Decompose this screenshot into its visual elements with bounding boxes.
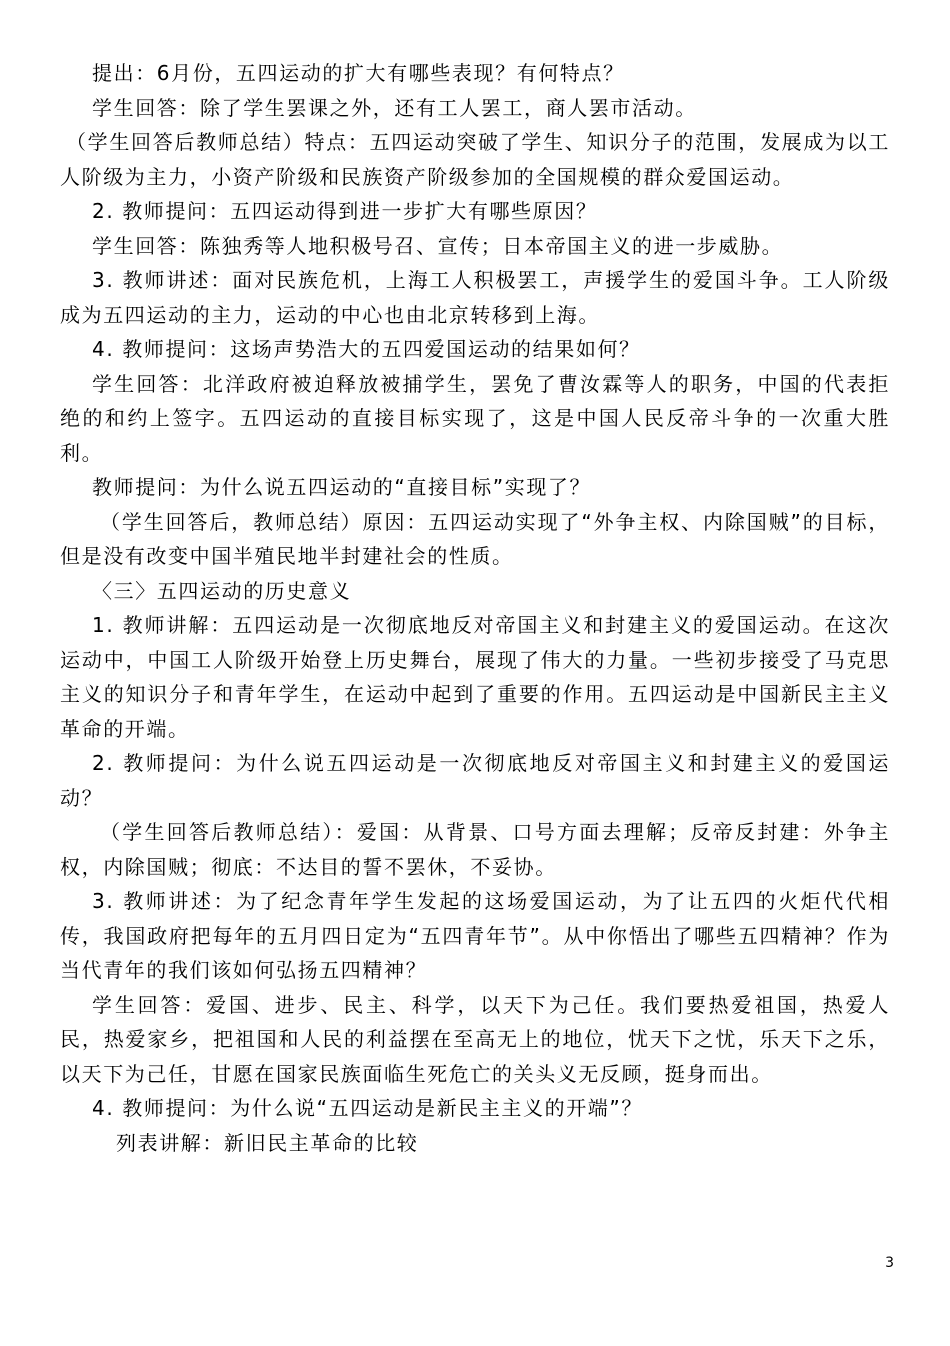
paragraph-question-2-thorough: 2. 教师提问：为什么说五四运动是一次彻底地反对帝国主义和封建主义的爱国运动？ — [60, 751, 890, 810]
paragraph-teacher-explanation-1: 1. 教师讲解：五四运动是一次彻底地反对帝国主义和封建主义的爱国运动。在这次运动中，中国工人阶级开始登上历史舞台，展现了伟大的力量。一些初步接受了马克思主义的知识分子和青年学生，在运动中起到了重要的作用。五四运动是中国新民主主义革命的开端。 — [60, 613, 890, 741]
document-body — [60, 56, 890, 1160]
paragraph-student-answer-reasons: 学生回答：陈独秀等人地积极号召、宣传；日本帝国主义的进一步威胁。 — [92, 233, 784, 258]
section-heading-historical-significance: 〈三〉五四运动的历史意义 — [92, 578, 352, 603]
paragraph-teacher-summary-patriotism: （学生回答后教师总结）：爱国：从背景、口号方面去理解；反帝反封建：外争主权，内除国贼；彻底：不达目的誓不罢休，不妥协。 — [60, 820, 890, 879]
paragraph-table-explanation: 列表讲解：新旧民主革命的比较 — [116, 1130, 419, 1155]
paragraph-teacher-summary-reason: （学生回答后，教师总结）原因：五四运动实现了“外争主权、内除国贼”的目标，但是没有改变中国半殖民地半封建社会的性质。 — [60, 509, 890, 568]
paragraph-student-answer-result: 学生回答：北洋政府被迫释放被捕学生，罢免了曹汝霖等人的职务，中国的代表拒绝的和约上签字。五四运动的直接目标实现了，这是中国人民反帝斗争的一次重大胜利。 — [60, 371, 890, 465]
page-number: 3 — [885, 1255, 894, 1271]
paragraph-student-answer-strikes: 学生回答：除了学生罢课之外，还有工人罢工，商人罢市活动。 — [92, 95, 697, 120]
paragraph-question-may: 提出：6月份，五四运动的扩大有哪些表现？有何特点？ — [92, 61, 625, 85]
paragraph-question-direct-goal: 教师提问：为什么说五四运动的“直接目标”实现了？ — [92, 475, 592, 499]
paragraph-question-new-democracy: 4. 教师提问：为什么说“五四运动是新民主主义的开端”？ — [92, 1096, 643, 1120]
paragraph-question-2: 2. 教师提问：五四运动得到进一步扩大有哪些原因？ — [92, 199, 598, 223]
paragraph-student-answer-spirit: 学生回答：爱国、进步、民主、科学，以天下为己任。我们要热爱祖国，热爱人民，热爱家乡，把祖国和人民的利益摆在至高无上的地位，忧天下之忧，乐天下之乐，以天下为己任，甘愿在国家民族面临生死危亡的关头义无反顾，挺身而出。 — [60, 992, 890, 1086]
paragraph-teacher-summary-features: （学生回答后教师总结）特点：五四运动突破了学生、知识分子的范围，发展成为以工人阶级为主力，小资产阶级和民族资产阶级参加的全国规模的群众爱国运动。 — [60, 130, 890, 189]
paragraph-teacher-narration-youth-day: 3. 教师讲述：为了纪念青年学生发起的这场爱国运动，为了让五四的火炬代代相传，我国政府把每年的五月四日定为“五四青年节”。从中你悟出了哪些五四精神？作为当代青年的我们该如何弘扬五四精神？ — [60, 889, 890, 982]
paragraph-teacher-narration-3: 3. 教师讲述：面对民族危机，上海工人积极罢工，声援学生的爱国斗争。工人阶级成为五四运动的主力，运动的中心也由北京转移到上海。 — [60, 268, 890, 327]
paragraph-question-4: 4. 教师提问：这场声势浩大的五四爱国运动的结果如何？ — [92, 337, 641, 361]
